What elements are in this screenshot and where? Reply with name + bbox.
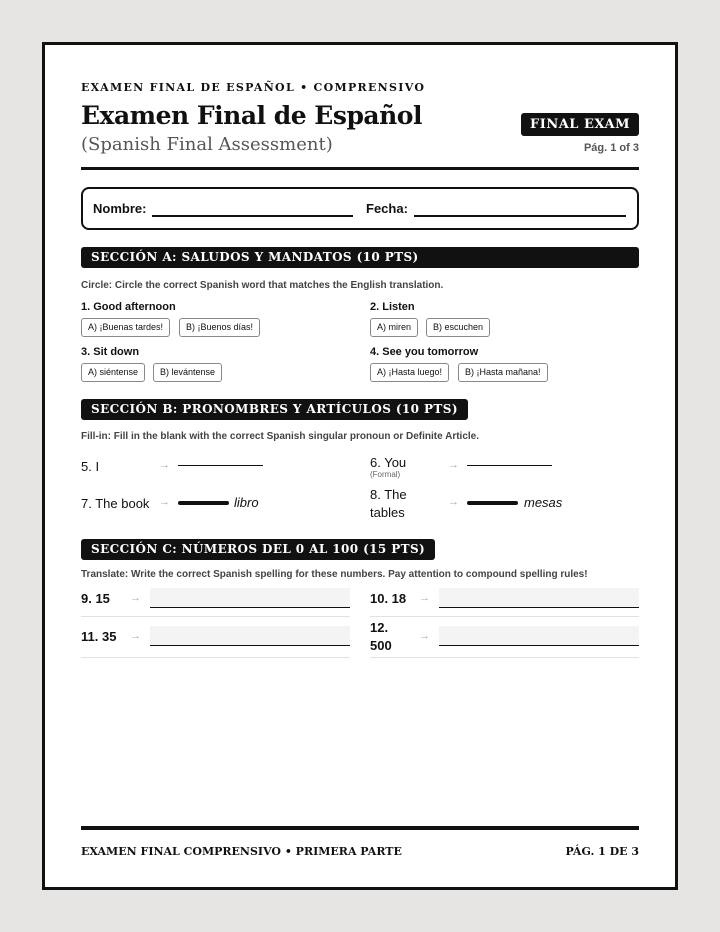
question-1: 1. Good afternoon [81,301,176,313]
section-c-instruction: Translate: Write the correct Spanish spelling for these numbers. Pay attention to compound spelling rules! [81,569,588,580]
page-subtitle: (Spanish Final Assessment) [81,134,333,155]
header-divider [81,167,639,170]
option-2a[interactable]: A) miren [370,318,418,337]
item-9-label: 9. 15 [81,591,110,606]
item-6-label: 6. You [370,455,407,470]
item-8-label-line2: tables [370,505,405,520]
section-a-header: SECCIÓN A: SALUDOS Y MANDATOS (10 PTS) [81,247,639,268]
arrow-icon: → [130,630,141,642]
item-10-line [439,607,639,608]
arrow-icon: → [448,459,459,471]
option-1a[interactable]: A) ¡Buenas tardes! [81,318,170,337]
option-4b[interactable]: B) ¡Hasta mañana! [458,363,548,382]
page-title: Examen Final de Español [81,101,422,130]
item-11-line [150,645,350,646]
item-6-sub: (Formal) [370,470,401,479]
arrow-icon: → [419,592,430,604]
arrow-icon: → [419,630,430,642]
item-10-answer-area[interactable] [439,588,639,608]
page-number-label: Pág. 1 of 3 [583,142,639,154]
option-4a[interactable]: A) ¡Hasta luego! [370,363,449,382]
date-label: Fecha: [366,201,408,216]
row-separator [81,657,350,658]
item-9-line [150,607,350,608]
section-c-header: SECCIÓN C: NÚMEROS DEL 0 AL 100 (15 PTS) [81,539,435,560]
item-10-label: 10. 18 [370,591,407,606]
item-11-label: 11. 35 [81,629,117,644]
arrow-icon: → [159,459,170,471]
date-field[interactable] [414,215,626,217]
item-7-blank[interactable] [178,501,229,505]
item-12-answer-area[interactable] [439,626,639,646]
item-8-blank[interactable] [467,501,518,505]
footer-page-number: PÁG. 1 DE 3 [565,845,639,858]
footer-divider [81,826,639,830]
item-6-blank[interactable] [467,465,552,466]
item-12-line [439,645,639,646]
row-separator [81,616,350,617]
section-a-instruction: Circle: Circle the correct Spanish word that matches the English translation. [81,280,444,291]
header-kicker: EXAMEN FINAL DE ESPAÑOL • COMPRENSIVO [81,81,426,94]
exam-page [42,42,678,890]
student-info-box [81,187,639,230]
arrow-icon: → [448,496,459,508]
item-7-label: 7. The book [81,496,150,511]
item-12-label-line2: 500 [370,638,392,653]
item-7-word: libro [234,495,259,510]
item-5-blank[interactable] [178,465,263,466]
question-3: 3. Sit down [81,346,140,358]
section-b-instruction: Fill-in: Fill in the blank with the correct Spanish singular pronoun or Definite Article. [81,431,479,442]
item-9-answer-area[interactable] [150,588,350,608]
item-5-label: 5. I [81,459,100,474]
option-1b[interactable]: B) ¡Buenos días! [179,318,260,337]
option-3a[interactable]: A) siéntense [81,363,145,382]
arrow-icon: → [159,496,170,508]
footer-left: EXAMEN FINAL COMPRENSIVO • PRIMERA PARTE [81,845,402,858]
row-separator [370,616,639,617]
option-3b[interactable]: B) levántense [153,363,222,382]
final-exam-badge: FINAL EXAM [521,113,639,136]
page-content [81,45,639,887]
question-2: 2. Listen [370,301,415,313]
row-separator [370,657,639,658]
name-label: Nombre: [93,201,147,216]
arrow-icon: → [130,592,141,604]
item-12-label-line1: 12. [370,620,389,635]
item-8-label-line1: 8. The [370,487,407,502]
name-field[interactable] [152,215,353,217]
item-8-word: mesas [524,495,563,510]
item-11-answer-area[interactable] [150,626,350,646]
option-2b[interactable]: B) escuchen [426,318,490,337]
section-b-header: SECCIÓN B: PRONOMBRES Y ARTÍCULOS (10 PTS) [81,399,468,420]
question-4: 4. See you tomorrow [370,346,479,358]
